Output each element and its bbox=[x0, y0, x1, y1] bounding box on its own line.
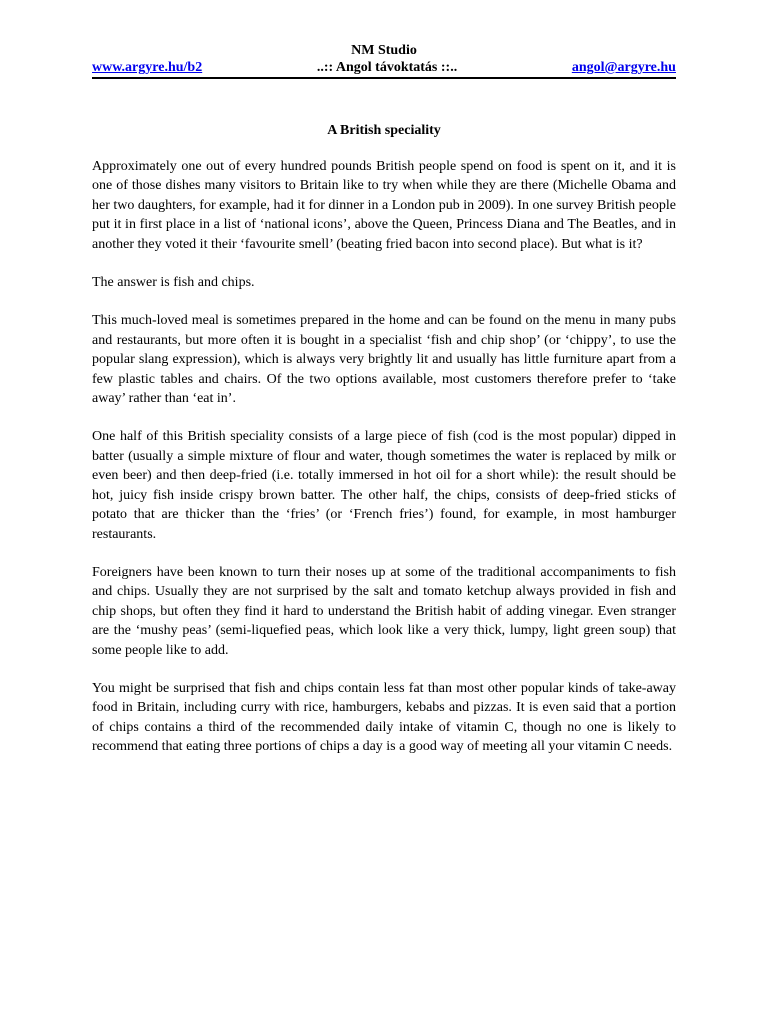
article-paragraph: You might be surprised that fish and chips contain less fat than most other popular kinds of take-away food in Britain, including curry with rice, hamburgers, kebabs and pizzas. It is even said that a portion of chips contains a third of the recommended daily intake of vitamin C, though no one is likely to recommend that eating three portions of chips a day is a good way of meeting all your vitamin C needs. bbox=[92, 680, 676, 755]
article-paragraph: Approximately one out of every hundred pounds British people spend on food is spent on it, and it is one of those dishes many visitors to Britain like to try when while they are there (Michelle Obama and her two daughters, for example, had it for dinner in a London pub in 2009). In one survey British people put it in first place in a list of ‘national icons’, above the Queen, Princess Diana and The Beatles, and in another they voted it their ‘favourite smell’ (beating fried bacon into second place). But what is it? bbox=[92, 159, 676, 252]
article-paragraph: This much-loved meal is sometimes prepared in the home and can be found on the menu in many pubs and restaurants, but more often it is bought in a specialist ‘fish and chip shop’ (or ‘chippy’, to use the popular slang expression), which is always very brightly lit and usually has little furniture apart from a few plastic tables and chairs. Of the two options available, most customers therefore prefer to ‘take away’ rather than ‘eat in’. bbox=[92, 313, 676, 407]
article-paragraph: The answer is fish and chips. bbox=[92, 275, 255, 291]
page-header bbox=[92, 59, 676, 79]
article-paragraph: Foreigners have been known to turn their noses up at some of the traditional accompaniments to fish and chips. Usually they are not surprised by the salt and tomato ketchup always provided in fish and chip shops, but often they find it hard to understand the British habit of adding vinegar. Even stranger are the ‘mushy peas’ (semi-liquefied peas, which look like a very thick, lumpy, light green soup) that some people like to add. bbox=[92, 564, 676, 658]
article-paragraph: One half of this British speciality consists of a large piece of fish (cod is the most popular) dipped in batter (usually a simple mixture of flour and water, though sometimes the water is replaced by milk or even beer) and then deep-fried (i.e. totally immersed in hot oil for a short while): the result should be hot, juicy fish inside crispy brown batter. The other half, the chips, consists of deep-fried sticks of potato that are thicker than the ‘fries’ (or ‘French fries’) found, for example, in most hamburger restaurants. bbox=[92, 429, 676, 542]
header-tagline: ..:: Angol távoktatás ::.. bbox=[316, 60, 458, 75]
studio-name: NM Studio bbox=[351, 43, 417, 58]
email-link[interactable]: angol@argyre.hu bbox=[571, 60, 676, 75]
website-link[interactable]: www.argyre.hu/b2 bbox=[92, 60, 203, 75]
document-page bbox=[92, 42, 676, 776]
article-title: A British speciality bbox=[327, 123, 441, 138]
